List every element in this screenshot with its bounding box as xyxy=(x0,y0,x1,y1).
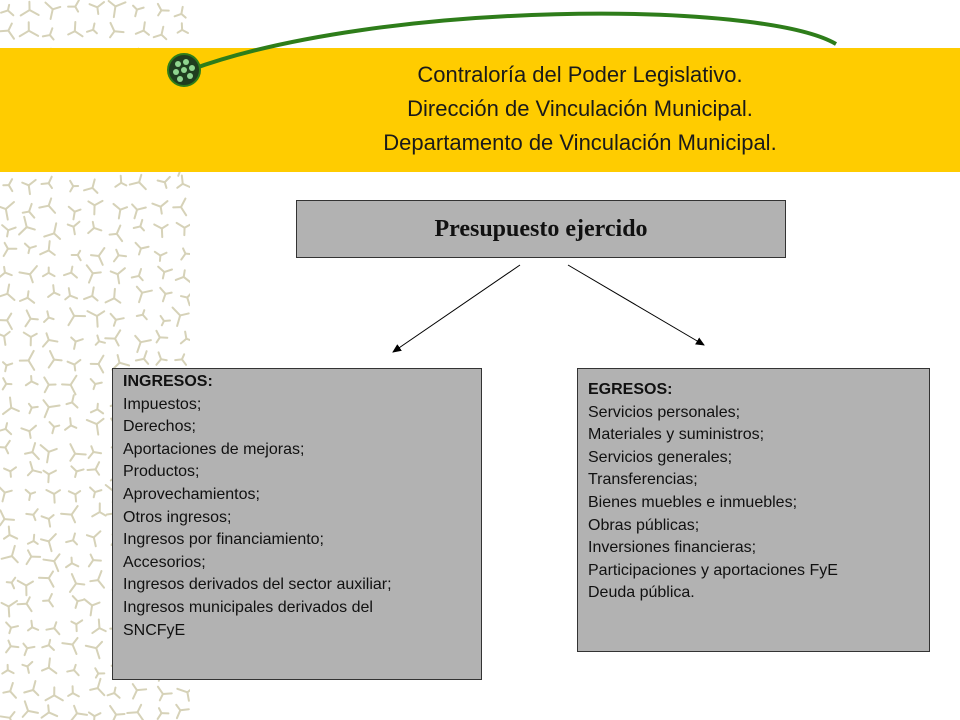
egresos-box xyxy=(577,368,930,652)
egresos-item: Servicios generales; xyxy=(588,448,733,466)
ingresos-item: Productos; xyxy=(123,463,200,481)
ingresos-item: Accesorios; xyxy=(123,553,206,571)
ingresos-item: Ingresos municipales derivados del xyxy=(123,598,373,616)
arrow-to-egresos xyxy=(568,265,704,345)
arrow-to-ingresos xyxy=(393,265,520,352)
ingresos-item: SNCFyE xyxy=(123,621,186,639)
ingresos-box xyxy=(112,368,482,680)
header-line-3: Departamento de Vinculación Municipal. xyxy=(383,130,777,155)
egresos-item: Deuda pública. xyxy=(588,584,695,602)
ingresos-item: Aprovechamientos; xyxy=(123,485,260,503)
ingresos-item: Aportaciones de mejoras; xyxy=(123,440,305,458)
egresos-item: Obras públicas; xyxy=(588,516,700,534)
ingresos-item: Impuestos; xyxy=(123,395,202,413)
egresos-item: Materiales y suministros; xyxy=(588,426,765,444)
egresos-item: Bienes muebles e inmuebles; xyxy=(588,493,798,511)
header-line-1: Contraloría del Poder Legislativo. xyxy=(417,62,743,87)
egresos-item: Servicios personales; xyxy=(588,403,741,421)
ingresos-heading: INGRESOS: xyxy=(123,373,213,390)
egresos-heading: EGRESOS: xyxy=(588,381,673,398)
ingresos-item: Derechos; xyxy=(123,418,196,436)
egresos-item: Participaciones y aportaciones FyE xyxy=(588,561,838,579)
egresos-item: Inversiones financieras; xyxy=(588,539,757,557)
ingresos-item: Ingresos por financiamiento; xyxy=(123,531,324,549)
header-line-2: Dirección de Vinculación Municipal. xyxy=(407,96,753,121)
egresos-item: Transferencias; xyxy=(588,471,698,489)
diagram-title: Presupuesto ejercido xyxy=(434,215,648,242)
ingresos-item: Otros ingresos; xyxy=(123,508,232,526)
ingresos-item: Ingresos derivados del sector auxiliar; xyxy=(123,576,392,594)
